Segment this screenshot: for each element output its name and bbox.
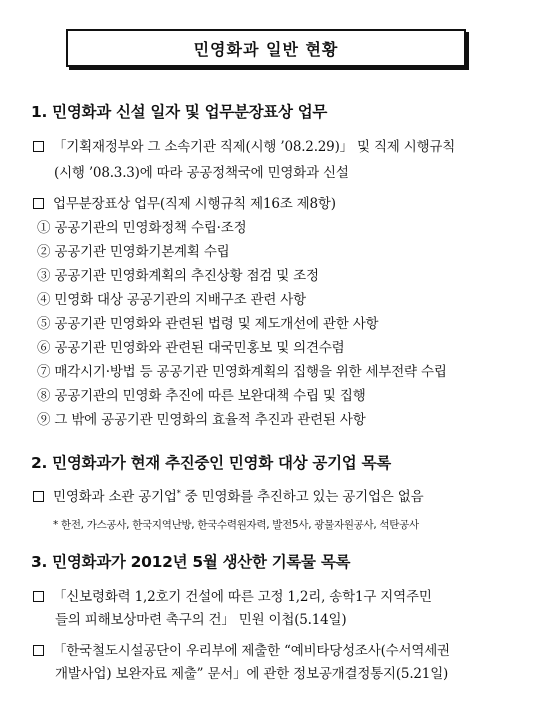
duty-item: ④ 민영화 대상 공공기관의 지배구조 관련 사항 <box>37 292 306 308</box>
section1-bullet1-line1 <box>33 135 455 155</box>
bullet-text: 「신보령화력 1,2호기 건설에 따른 고정 1,2리, 송학1구 지역주민 <box>53 589 432 605</box>
checkbox-square-icon <box>33 645 44 656</box>
checkbox-square-icon <box>33 198 44 209</box>
section3-heading: 3. 민영화과가 2012년 5월 생산한 기록물 목록 <box>31 553 351 571</box>
section3-bullet2-line2: 개발사업) 보완자료 제출” 문서」에 관한 정보공개결정통지(5.21일) <box>55 666 449 682</box>
checkbox-square-icon <box>33 591 44 602</box>
duty-item: ⑥ 공공기관 민영화와 관련된 대국민홍보 및 의견수렴 <box>37 340 345 356</box>
section1-bullet2 <box>33 192 336 212</box>
duty-item: ⑧ 공공기관의 민영화 추진에 따른 보완대책 수립 및 집행 <box>37 388 366 404</box>
duty-item: ② 공공기관 민영화기본계획 수립 <box>37 244 230 260</box>
section1-heading: 1. 민영화과 신설 일자 및 업무분장표상 업무 <box>31 103 328 121</box>
duty-item: ⑦ 매각시기·방법 등 공공기관 민영화계획의 집행을 위한 세부전략 수립 <box>37 364 447 380</box>
bullet-text: 「한국철도시설공단이 우리부에 제출한 “예비타당성조사(수서역세권 <box>53 643 450 659</box>
section3-bullet2-line1 <box>33 639 450 659</box>
checkbox-square-icon <box>33 141 44 152</box>
footnote-mark: * <box>176 489 181 498</box>
bullet-text: 「기획재정부와 그 소속기관 직제(시행 ’08.2.29)」 및 직제 시행규칙 <box>53 139 456 155</box>
section3-bullet1-line1 <box>33 585 432 605</box>
page-title: 민영화과 일반 현황 <box>193 39 339 59</box>
bullet-text: 업무분장표상 업무(직제 시행규칙 제16조 제8항) <box>53 196 336 212</box>
section3-bullet1-line2: 들의 피해보상마련 촉구의 건」 민원 이첩(5.14일) <box>55 612 347 628</box>
page-title-box <box>66 29 466 67</box>
section2-note: * 한전, 가스공사, 한국지역난방, 한국수력원자력, 발전5사, 광물자원공사, 석탄공사 <box>53 519 419 531</box>
bullet-text: 민영화과 소관 공기업 <box>53 489 177 505</box>
duty-item: ③ 공공기관 민영화계획의 추진상황 점검 및 조정 <box>37 268 319 284</box>
bullet-text: 중 민영화를 추진하고 있는 공기업은 없음 <box>180 489 424 505</box>
section2-bullet <box>33 485 423 505</box>
duty-item: ⑨ 그 밖에 공공기관 민영화의 효율적 추진과 관련된 사항 <box>37 412 366 428</box>
duty-item: ① 공공기관의 민영화정책 수립·조정 <box>37 220 247 236</box>
section1-bullet1-line2: (시행 ’08.3.3)에 따라 공공정책국에 민영화과 신설 <box>54 165 349 181</box>
section2-heading: 2. 민영화과가 현재 추진중인 민영화 대상 공기업 목록 <box>31 454 391 472</box>
duty-item: ⑤ 공공기관 민영화와 관련된 법령 및 제도개선에 관한 사항 <box>37 316 379 332</box>
checkbox-square-icon <box>33 491 44 502</box>
